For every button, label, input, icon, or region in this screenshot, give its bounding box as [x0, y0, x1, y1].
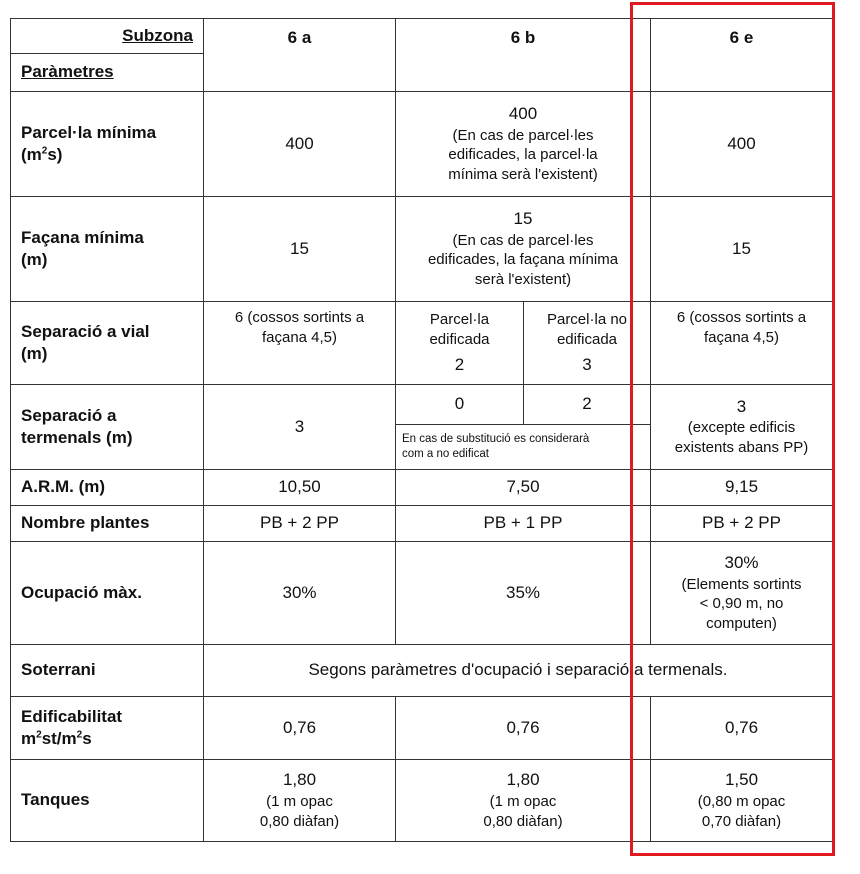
table-row	[11, 697, 833, 760]
row-label-tanques: Tanques	[11, 760, 204, 842]
table-row	[11, 506, 833, 542]
cell-vial-6b-no-edificada: Parcel·la no edificada 3	[524, 302, 651, 385]
row-label-vial: Separació a vial (m)	[11, 302, 204, 385]
cell-facana-6a: 15	[204, 197, 396, 302]
cell-vial-6a: 6 (cossos sortints a façana 4,5)	[204, 302, 396, 385]
col-header-6a: 6 a	[204, 19, 396, 92]
cell-arm-6b: 7,50	[396, 470, 651, 506]
subzona-label: Subzona	[122, 25, 193, 45]
cell-plantes-6a: PB + 2 PP	[204, 506, 396, 542]
row-label-facana: Façana mínima (m)	[11, 197, 204, 302]
col-header-6e: 6 e	[651, 19, 833, 92]
cell-edificabilitat-6a: 0,76	[204, 697, 396, 760]
cell-termenals-6e: 3 (excepte edificis existents abans PP)	[651, 385, 833, 470]
cell-facana-6b: 15 (En cas de parcel·les edificades, la façana mínima serà l'existent)	[396, 197, 651, 302]
cell-arm-6e: 9,15	[651, 470, 833, 506]
parametres-label: Paràmetres	[21, 62, 114, 82]
cell-arm-6a: 10,50	[204, 470, 396, 506]
row-label-termenals: Separació a termenals (m)	[11, 385, 204, 470]
col-header-6b: 6 b	[396, 19, 651, 92]
table-row	[11, 197, 833, 302]
cell-termenals-6a: 3	[204, 385, 396, 470]
row-label-parcela: Parcel·la mínima $(m^2s)$	[11, 92, 204, 197]
table-row	[11, 470, 833, 506]
table-row	[11, 302, 833, 385]
cell-soterrani: Segons paràmetres d'ocupació i separació a termenals.	[204, 645, 833, 697]
cell-edificabilitat-6b: 0,76	[396, 697, 651, 760]
table-row	[11, 645, 833, 697]
cell-plantes-6e: PB + 2 PP	[651, 506, 833, 542]
parameters-table	[10, 18, 833, 842]
subzona-header-cell	[11, 19, 204, 54]
cell-tanques-6a: 1,80 (1 m opac 0,80 diàfan)	[204, 760, 396, 842]
cell-vial-6b-edificada: Parcel·la edificada 2	[396, 302, 524, 385]
row-label-soterrani: Soterrani	[11, 645, 204, 697]
cell-edificabilitat-6e: 0,76	[651, 697, 833, 760]
cell-termenals-6b-1: 0	[396, 385, 524, 425]
cell-vial-6e: 6 (cossos sortints a façana 4,5)	[651, 302, 833, 385]
row-label-arm: A.R.M. (m)	[11, 470, 204, 506]
cell-tanques-6b: 1,80 (1 m opac 0,80 diàfan)	[396, 760, 651, 842]
cell-termenals-6b-note: En cas de substitució es considerarà com a no edificat	[396, 425, 651, 470]
cell-ocupacio-6a: 30%	[204, 542, 396, 645]
parametres-header-cell	[11, 54, 204, 92]
table-row	[11, 385, 833, 425]
row-label-ocupacio: Ocupació màx.	[11, 542, 204, 645]
table-row	[11, 542, 833, 645]
cell-termenals-6b-2: 2	[524, 385, 651, 425]
row-label-plantes: Nombre plantes	[11, 506, 204, 542]
row-label-edificabilitat: Edificabilitat $m^2st/m^2s$	[11, 697, 204, 760]
cell-plantes-6b: PB + 1 PP	[396, 506, 651, 542]
cell-parcela-6b: 400 (En cas de parcel·les edificades, la parcel·la mínima serà l'existent)	[396, 92, 651, 197]
table-row	[11, 92, 833, 197]
cell-parcela-6e: 400	[651, 92, 833, 197]
cell-parcela-6a: 400	[204, 92, 396, 197]
cell-ocupacio-6e: 30% (Elements sortints < 0,90 m, no computen)	[651, 542, 833, 645]
cell-ocupacio-6b: 35%	[396, 542, 651, 645]
cell-facana-6e: 15	[651, 197, 833, 302]
table-row	[11, 760, 833, 842]
cell-tanques-6e: 1,50 (0,80 m opac 0,70 diàfan)	[651, 760, 833, 842]
